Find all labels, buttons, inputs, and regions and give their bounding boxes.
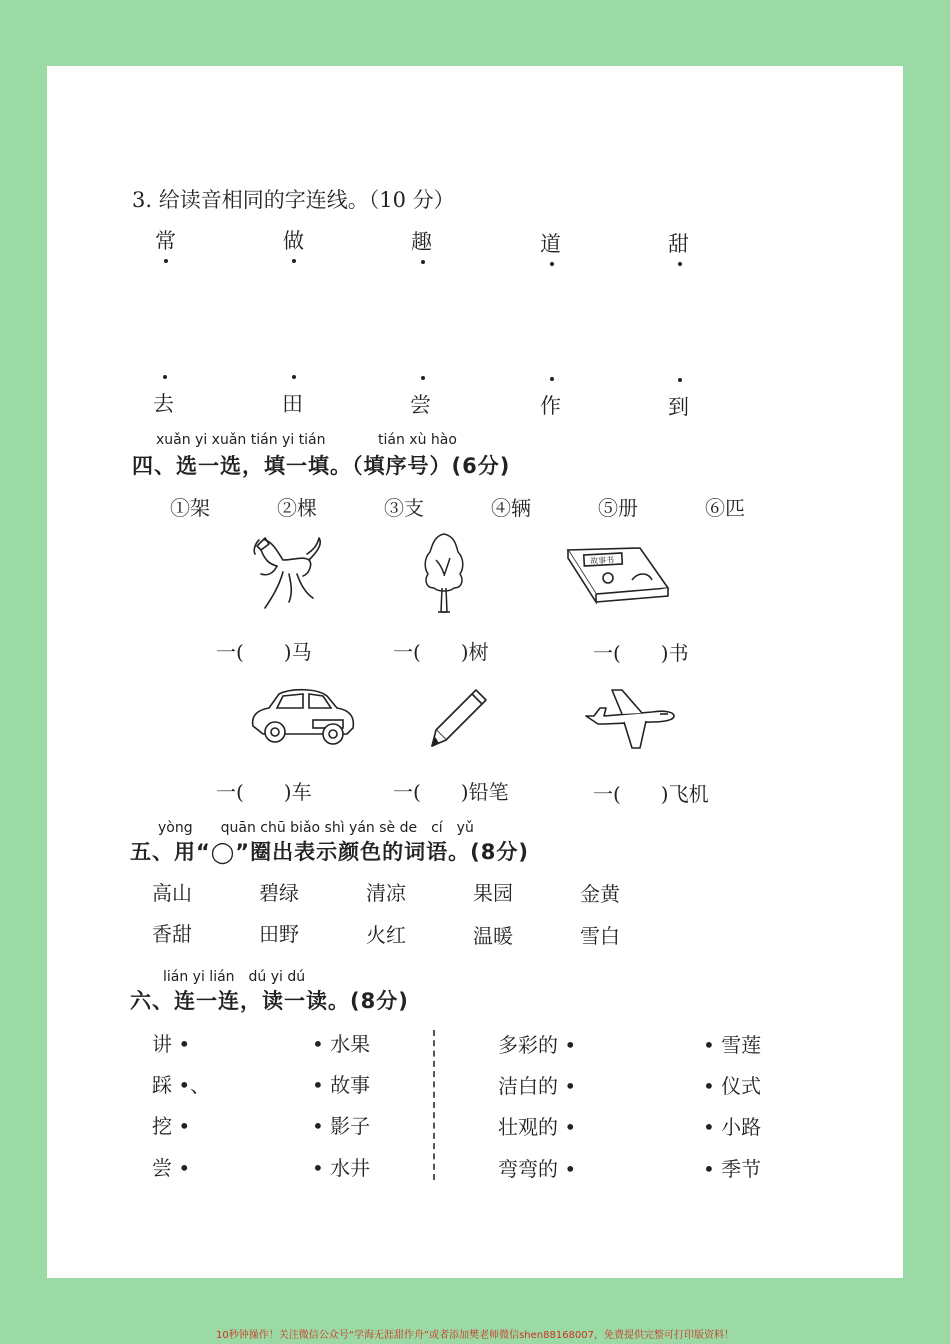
q6-title: 六、连一连，读一读。(8分) <box>130 989 409 1013</box>
match-left[interactable]: 多彩的 • <box>498 1033 577 1057</box>
color-word[interactable]: 碧绿 <box>259 881 299 905</box>
color-word[interactable]: 火红 <box>366 923 406 947</box>
fill-blank[interactable]: 一( )铅笔 <box>393 780 509 804</box>
match-right[interactable]: • 仪式 <box>703 1074 762 1098</box>
pencil-image <box>428 686 490 750</box>
color-word[interactable]: 田野 <box>259 922 299 946</box>
q3-bottom-char: 作 <box>540 394 561 418</box>
fill-blank[interactable]: 一( )马 <box>216 640 312 664</box>
color-word[interactable]: 高山 <box>152 881 192 905</box>
connect-dot[interactable] <box>292 375 296 379</box>
connect-dot[interactable] <box>163 375 167 379</box>
connect-dot[interactable] <box>678 378 682 382</box>
match-left[interactable]: 尝 • <box>152 1156 191 1180</box>
match-right[interactable]: • 雪莲 <box>703 1033 762 1057</box>
connect-dot[interactable] <box>292 259 296 263</box>
storybook-image <box>562 544 672 608</box>
connect-dot[interactable] <box>421 260 425 264</box>
connect-dot[interactable] <box>550 377 554 381</box>
q3-bottom-char: 到 <box>668 395 689 419</box>
column-divider <box>433 1030 435 1180</box>
match-left[interactable]: 讲 • <box>152 1032 191 1056</box>
q4-title: 四、选一选，填一填。（填序号）(6分) <box>132 454 511 478</box>
q3-bottom-char: 尝 <box>410 393 431 417</box>
q6-pinyin: lián yi lián dú yi dú <box>163 969 306 985</box>
horse-image <box>243 530 327 614</box>
color-word[interactable]: 果园 <box>473 881 513 905</box>
color-word[interactable]: 雪白 <box>580 924 620 948</box>
option-label: ②棵 <box>277 496 317 520</box>
option-label: ④辆 <box>491 496 531 520</box>
match-right[interactable]: • 小路 <box>703 1115 762 1139</box>
connect-dot[interactable] <box>550 262 554 266</box>
footer-notice: 10秒钟操作！关注微信公众号“学海无涯甜作舟”或者添加樊老师微信shen88168007，免费提供完整可打印版资料！ <box>215 1330 735 1341</box>
q3-top-char: 道 <box>540 232 561 256</box>
match-right[interactable]: • 季节 <box>703 1157 762 1181</box>
match-left[interactable]: 挖 • <box>152 1114 191 1138</box>
match-right[interactable]: • 影子 <box>312 1114 371 1138</box>
match-right[interactable]: • 水井 <box>312 1156 371 1180</box>
match-left[interactable]: 壮观的 • <box>498 1115 577 1139</box>
q3-title: 3. 给读音相同的字连线。（10 分） <box>132 188 455 212</box>
q4-pinyin: xuǎn yi xuǎn tián yi tián <box>156 432 326 448</box>
connect-dot[interactable] <box>164 259 168 263</box>
match-right[interactable]: • 故事 <box>312 1073 371 1097</box>
fill-blank[interactable]: 一( )树 <box>393 640 489 664</box>
option-label: ⑥匹 <box>705 496 745 520</box>
color-word[interactable]: 清凉 <box>366 881 406 905</box>
tree-image <box>420 530 468 616</box>
match-left[interactable]: 弯弯的 • <box>498 1157 577 1181</box>
connect-dot[interactable] <box>678 262 682 266</box>
q3-bottom-char: 去 <box>153 392 174 416</box>
option-label: ③支 <box>384 496 424 520</box>
match-right[interactable]: • 水果 <box>312 1032 371 1056</box>
option-label: ①架 <box>170 496 210 520</box>
color-word[interactable]: 香甜 <box>152 922 192 946</box>
color-word[interactable]: 温暖 <box>473 924 513 948</box>
q3-top-char: 甜 <box>668 232 689 256</box>
q4-pinyin: tián xù hào <box>378 432 457 448</box>
match-left[interactable]: 踩 •、 <box>152 1073 211 1097</box>
fill-blank[interactable]: 一( )书 <box>593 641 689 665</box>
q3-top-char: 常 <box>155 229 176 253</box>
connect-dot[interactable] <box>421 376 425 380</box>
fill-blank[interactable]: 一( )车 <box>216 780 312 804</box>
airplane-image <box>582 686 678 752</box>
q3-bottom-char: 田 <box>282 392 303 416</box>
q3-top-char: 做 <box>283 229 304 253</box>
option-label: ⑤册 <box>598 496 638 520</box>
q3-top-char: 趣 <box>411 230 432 254</box>
book-cover-label: 故事书 <box>589 555 615 566</box>
match-left[interactable]: 洁白的 • <box>498 1074 577 1098</box>
color-word[interactable]: 金黄 <box>580 882 620 906</box>
q5-title: 五、用“◯”圈出表示颜色的词语。(8分) <box>130 840 529 864</box>
fill-blank[interactable]: 一( )飞机 <box>593 782 709 806</box>
q5-pinyin: yòng quān chū biǎo shì yán sè de cí yǔ <box>158 820 474 836</box>
car-image <box>247 686 357 748</box>
